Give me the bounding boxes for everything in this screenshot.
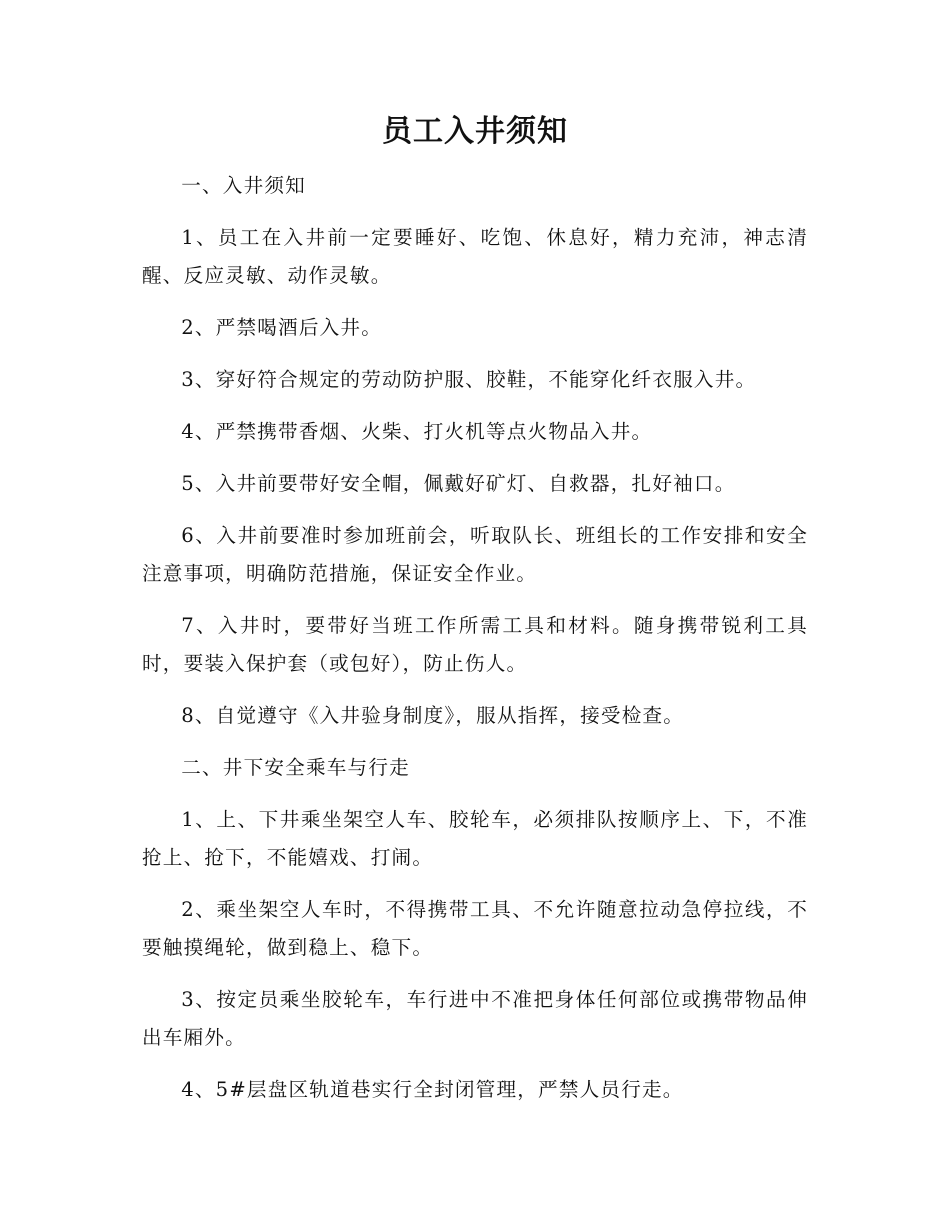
paragraph-item: 8、自觉遵守《入井验身制度》，服从指挥，接受检查。 xyxy=(181,704,685,727)
paragraph-item: 3、按定员乘坐胶轮车，车行进中不准把身体任何部位或携带物品伸出车厢外。 xyxy=(142,988,808,1049)
paragraph-item: 1、上、下井乘坐架空人车、胶轮车，必须排队按顺序上、下，不准抢上、抢下，不能嬉戏、打闹。 xyxy=(142,808,808,869)
section-heading-ride-and-walk: 二、井下安全乘车与行走 xyxy=(181,756,410,779)
paragraph-item: 5、入井前要带好安全帽，佩戴好矿灯、自救器，扎好袖口。 xyxy=(181,472,736,495)
document-title: 员工入井须知 xyxy=(382,114,568,149)
paragraph-item: 2、严禁喝酒后入井。 xyxy=(181,316,382,339)
paragraph-item: 7、入井时，要带好当班工作所需工具和材料。随身携带锐利工具时，要装入保护套（或包好），防止伤人。 xyxy=(142,614,808,675)
paragraph-item: 3、穿好符合规定的劳动防护服、胶鞋，不能穿化纤衣服入井。 xyxy=(181,368,757,391)
section-heading-entry-notice: 一、入井须知 xyxy=(181,174,306,197)
paragraph-item: 1、员工在入井前一定要睡好、吃饱、休息好，精力充沛，神志清醒、反应灵敏、动作灵敏。 xyxy=(142,226,808,287)
paragraph-item: 2、乘坐架空人车时，不得携带工具、不允许随意拉动急停拉线，不要触摸绳轮，做到稳上、稳下。 xyxy=(142,898,808,959)
paragraph-item: 4、严禁携带香烟、火柴、打火机等点火物品入井。 xyxy=(181,420,653,443)
paragraph-item: 6、入井前要准时参加班前会，听取队长、班组长的工作安排和安全注意事项，明确防范措施，保证安全作业。 xyxy=(142,524,808,585)
paragraph-item: 4、5#层盘区轨道巷实行全封闭管理，严禁人员行走。 xyxy=(181,1078,684,1101)
document-page xyxy=(142,108,808,1109)
